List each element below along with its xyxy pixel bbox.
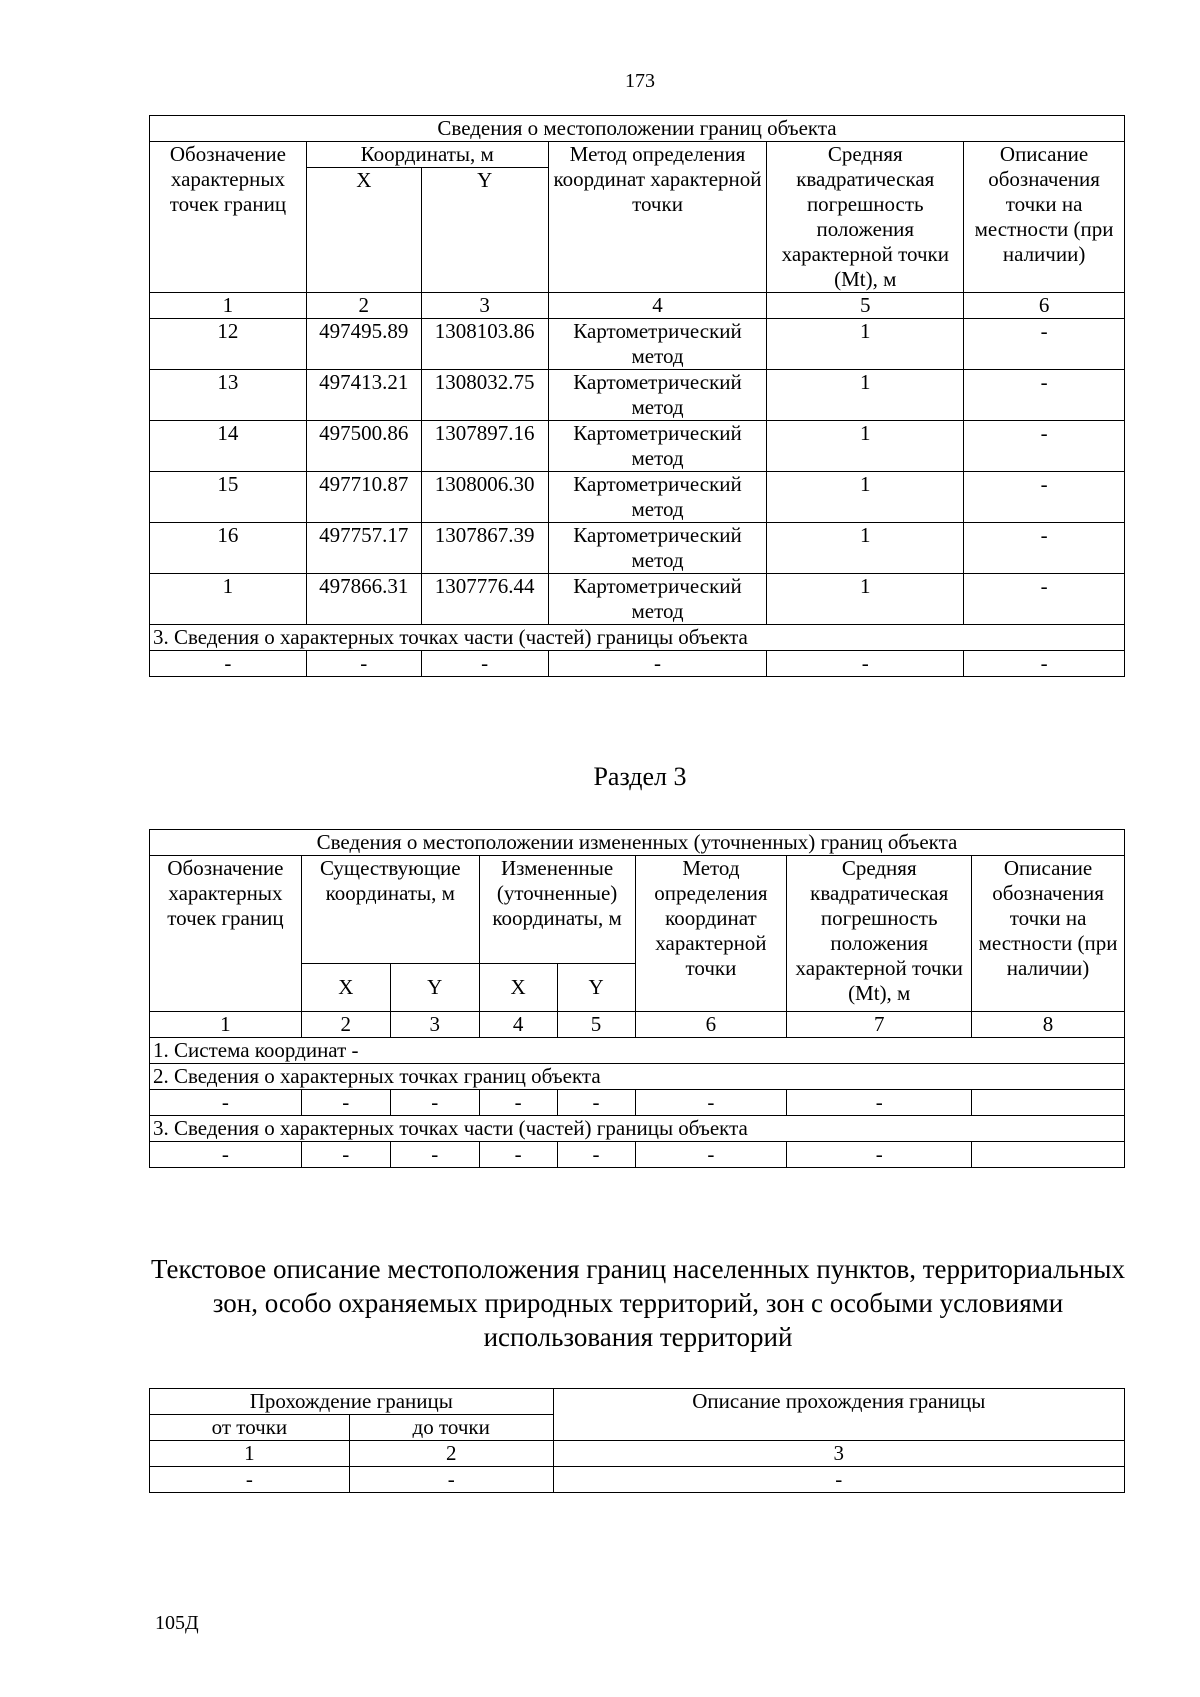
col-number: 4 [479,1012,557,1038]
cell-empty: - [635,1090,787,1116]
table-row [150,421,1125,472]
table-row [150,1090,1125,1116]
cell-empty: - [557,1142,635,1168]
cell-error: 1 [767,472,964,523]
column-numbers-row [150,1441,1125,1467]
cell-x: 497757.17 [306,523,421,574]
cell-empty: - [390,1090,479,1116]
cell-empty: - [301,1090,390,1116]
table-row [150,1142,1125,1168]
part-section-label: 3. Сведения о характерных точках части (частей) границы объекта [150,1116,1125,1142]
cell-y: 1308103.86 [421,319,548,370]
cell-empty: - [479,1090,557,1116]
cell-empty: - [150,1142,302,1168]
header-existing: Существующие координаты, м [301,856,479,964]
cell-empty: - [150,1090,302,1116]
table-title: Сведения о местоположении границ объекта [150,116,1125,142]
cell-method: Картометрический метод [548,319,767,370]
header-point: Обозначение характерных точек границ [150,142,307,293]
cell-y: 1307867.39 [421,523,548,574]
col-number: 2 [349,1441,553,1467]
cell-empty: - [306,651,421,677]
cell-desc: - [964,421,1125,472]
header-description: Описание прохождения границы [553,1389,1124,1441]
header-error: Средняя квадратическая погрешность положения характерной точки (Mt), м [787,856,972,1012]
cell-x: 497500.86 [306,421,421,472]
boundary-table [149,115,1125,677]
col-number: 5 [557,1012,635,1038]
section-title: Раздел 3 [593,762,687,791]
table-row [150,523,1125,574]
header-y: Y [421,168,548,293]
cell-empty: - [421,651,548,677]
cell-x: 497866.31 [306,574,421,625]
col-number: 1 [150,1012,302,1038]
header-x: X [306,168,421,293]
cell-empty: - [635,1142,787,1168]
cell-x: 497495.89 [306,319,421,370]
cell-point: 13 [150,370,307,421]
cell-desc: - [964,319,1125,370]
cell-point: 16 [150,523,307,574]
cell-error: 1 [767,574,964,625]
part-section-label: 3. Сведения о характерных точках части (частей) границы объекта [150,625,1125,651]
cell-desc: - [964,574,1125,625]
cell-empty: - [787,1090,972,1116]
cell-method: Картометрический метод [548,370,767,421]
page-number: 173 [625,70,655,92]
cell-error: 1 [767,370,964,421]
col-number: 3 [553,1441,1124,1467]
cell-empty: - [301,1142,390,1168]
cell-empty: - [390,1142,479,1168]
col-number: 2 [306,293,421,319]
header-description: Описание обозначения точки на местности (при наличии) [972,856,1125,1012]
col-number: 7 [787,1012,972,1038]
header-y: Y [390,964,479,1012]
table-row [150,319,1125,370]
col-number: 5 [767,293,964,319]
cell-point: 1 [150,574,307,625]
header-x: X [479,964,557,1012]
cell-y: 1307897.16 [421,421,548,472]
col-number: 6 [964,293,1125,319]
cell-method: Картометрический метод [548,523,767,574]
cell-empty: - [964,651,1125,677]
table-row [150,574,1125,625]
cell-y: 1307776.44 [421,574,548,625]
cell-error: 1 [767,319,964,370]
cell-point: 14 [150,421,307,472]
header-point: Обозначение характерных точек границ [150,856,302,1012]
header-x: X [301,964,390,1012]
cell-empty: - [349,1467,553,1493]
header-error: Средняя квадратическая погрешность положения характерной точки (Mt), м [767,142,964,293]
table-row [150,370,1125,421]
cell-error: 1 [767,421,964,472]
header-description: Описание обозначения точки на местности (при наличии) [964,142,1125,293]
cell-empty [972,1090,1125,1116]
cell-point: 15 [150,472,307,523]
column-numbers-row [150,1012,1125,1038]
changed-boundary-table [149,829,1125,1168]
cell-desc: - [964,523,1125,574]
col-number: 6 [635,1012,787,1038]
header-passage: Прохождение границы [150,1389,554,1415]
table-title: Сведения о местоположении измененных (уточненных) границ объекта [150,830,1125,856]
header-changed: Измененные (уточненные) координаты, м [479,856,635,964]
header-from: от точки [150,1415,350,1441]
cell-y: 1308006.30 [421,472,548,523]
cell-empty: - [767,651,964,677]
col-number: 8 [972,1012,1125,1038]
cell-method: Картометрический метод [548,574,767,625]
col-number: 3 [390,1012,479,1038]
col-number: 4 [548,293,767,319]
text-description-heading: Текстовое описание местоположения границ населенных пунктов, территориальных зон, особо охраняемых природных территорий, зон с особыми условиями использования территорий [151,1254,1125,1352]
column-numbers-row [150,293,1125,319]
col-number: 1 [150,293,307,319]
coordinate-system-label: 1. Система координат - [150,1038,1125,1064]
cell-method: Картометрический метод [548,421,767,472]
header-method: Метод определения координат характерной точки [548,142,767,293]
cell-empty: - [553,1467,1124,1493]
cell-empty [972,1142,1125,1168]
cell-x: 497710.87 [306,472,421,523]
cell-y: 1308032.75 [421,370,548,421]
col-number: 3 [421,293,548,319]
cell-empty: - [479,1142,557,1168]
cell-empty: - [150,1467,350,1493]
cell-point: 12 [150,319,307,370]
cell-desc: - [964,370,1125,421]
boundary-passage-table [149,1388,1125,1493]
col-number: 2 [301,1012,390,1038]
header-to: до точки [349,1415,553,1441]
cell-x: 497413.21 [306,370,421,421]
cell-method: Картометрический метод [548,472,767,523]
points-section-label: 2. Сведения о характерных точках границ объекта [150,1064,1125,1090]
table-row [150,472,1125,523]
cell-empty: - [548,651,767,677]
col-number: 1 [150,1441,350,1467]
table-row [150,651,1125,677]
header-coords: Координаты, м [306,142,548,168]
cell-empty: - [557,1090,635,1116]
table-row [150,1467,1125,1493]
cell-empty: - [150,651,307,677]
cell-desc: - [964,472,1125,523]
header-y: Y [557,964,635,1012]
cell-error: 1 [767,523,964,574]
footer-code: 105Д [155,1612,199,1634]
cell-empty: - [787,1142,972,1168]
header-method: Метод определения координат характерной точки [635,856,787,1012]
